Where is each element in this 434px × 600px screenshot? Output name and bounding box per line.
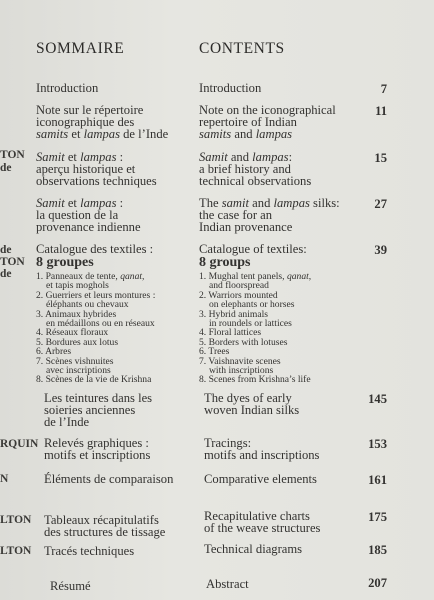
catalogue-groups-en: 1. Mughal tent panels, qanat, and floorspread 2. Warriors mounted on elephants or horses 3. Hybrid animals in roundels or lattices 4. Floral lattices 5. Borders with lotuses 6. Trees 7. Vaishnavite scenes with inscriptions 8. Scenes from Krishna’s life (199, 271, 312, 386)
entry-diagrams-en: Technical diagrams (204, 542, 303, 556)
entry-abstract-fr: Résumé (50, 579, 91, 593)
edge-text: LTON (0, 545, 32, 557)
entry-intro-en: Introduction (199, 81, 262, 95)
entry-catalogue-en-groups: 8 groups (199, 255, 251, 270)
edge-text: LTON (0, 514, 32, 526)
entry-dyes-fr: Les teintures dans les soieries anciennes de l’Inde (44, 391, 153, 430)
page-number: 39 (374, 243, 387, 257)
entry-abstract-en: Abstract (206, 577, 249, 591)
edge-text: de (0, 162, 12, 174)
edge-text: TON (0, 256, 25, 268)
page-number: 27 (374, 197, 387, 211)
entry-tracings-fr: Relevés graphiques : motifs et inscriptions (44, 436, 151, 463)
page-number: 15 (374, 151, 387, 165)
entry-note-fr: Note sur le répertoire iconographique des samits et lampas de l’Inde (36, 103, 169, 142)
entry-diagrams-fr: Tracés techniques (44, 544, 135, 558)
heading-sommaire: SOMMAIRE (36, 40, 125, 57)
page-number: 145 (368, 392, 387, 406)
edge-text: RQUIN (0, 438, 39, 450)
entry-note-en: Note on the iconographical repertoire of Indian samits and lampas (199, 103, 336, 142)
entry-catalogue-en-title: Catalogue of textiles: (199, 242, 307, 256)
catalogue-groups-fr: 1. Panneaux de tente, qanat, et tapis moghols 2. Guerriers et leurs montures : éléphants ou chevaux 3. Animaux hybrides en médaillons ou en réseaux 4. Réseaux floraux 5. Bordures aux lotus 6. Arbres 7. Scènes vishnuites avec inscriptions 8. Scènes de la vie de Krishna (36, 271, 156, 386)
page-number: 207 (368, 576, 387, 590)
edge-text: de (0, 244, 12, 256)
entry-tracings-en: Tracings: motifs and inscriptions (204, 436, 320, 463)
entry-comparison-fr: Éléments de comparaison (44, 472, 174, 486)
page-number: 11 (375, 104, 387, 118)
entry-samit-history-en: Samit and lampas: a brief history and technical observations (199, 150, 312, 189)
entry-catalogue-fr-groups: 8 groupes (36, 255, 94, 270)
entry-dyes-en: The dyes of early woven Indian silks (204, 391, 300, 418)
page-number: 185 (368, 543, 387, 557)
entry-charts-fr: Tableaux récapitulatifs des structures de tissage (44, 513, 166, 540)
page-number: 7 (380, 82, 387, 96)
entry-comparison-en: Comparative elements (204, 472, 317, 486)
edge-text: N (0, 473, 9, 485)
page-number: 175 (368, 510, 387, 524)
entry-intro-fr: Introduction (36, 81, 99, 95)
page-number: 161 (368, 473, 387, 487)
heading-contents: CONTENTS (199, 40, 285, 57)
entry-charts-en: Recapitulative charts of the weave structures (204, 509, 321, 536)
page-number: 153 (368, 437, 387, 451)
edge-text: TON (0, 149, 25, 161)
entry-samit-history-fr: Samit et lampas : aperçu historique et observations techniques (36, 150, 157, 189)
entry-samit-provenance-en: The samit and lampas silks: the case for an Indian provenance (199, 196, 340, 235)
edge-text: de (0, 268, 12, 280)
entry-samit-provenance-fr: Samit et lampas : la question de la provenance indienne (36, 196, 141, 235)
entry-catalogue-fr-title: Catalogue des textiles : (36, 242, 154, 256)
